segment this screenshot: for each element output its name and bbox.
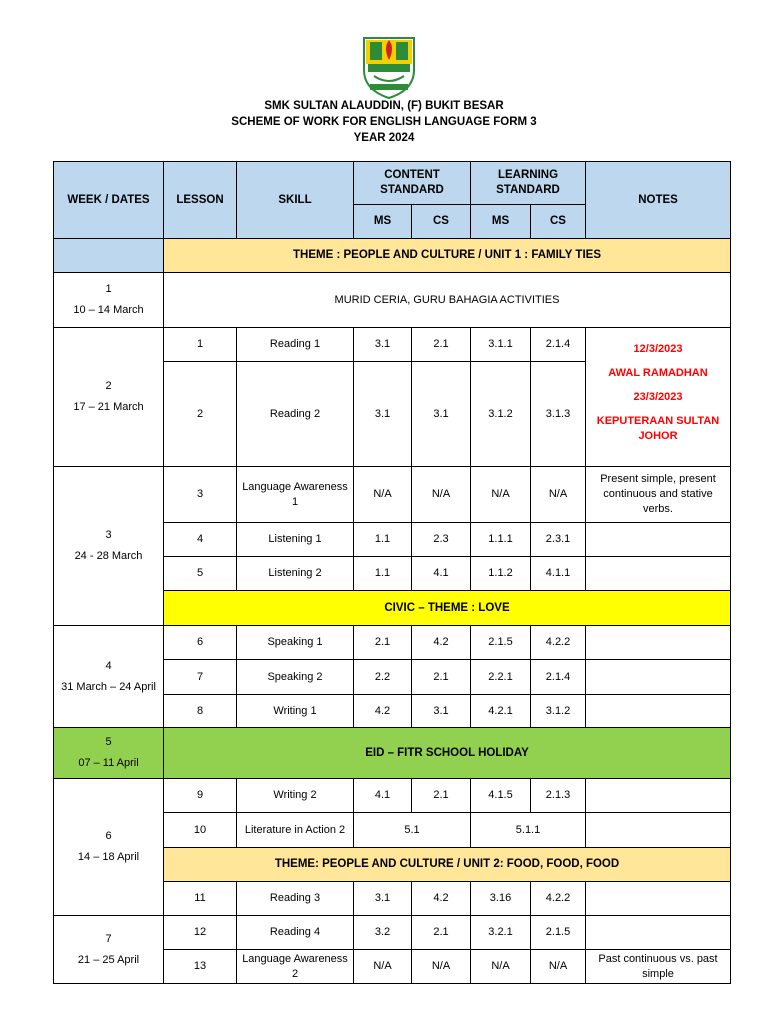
content-ms-cell: 1.1 [354,523,412,557]
school-logo [360,34,418,100]
learning-ms-cell: 2.1.5 [471,626,531,660]
lesson-number: 1 [164,328,237,362]
content-ms-cell: 3.2 [354,916,412,950]
learning-cs-cell: 2.1.4 [531,328,586,362]
content-ms-cell: 4.1 [354,779,412,813]
week-cell [54,328,164,467]
week-dates-header: WEEK / DATES [54,162,164,239]
week-dates: 10 – 14 March [73,304,144,316]
note-awal-ramadhan: AWAL RAMADHAN [608,366,708,379]
notes-cell [586,557,731,591]
content-ms-cell: 3.1 [354,328,412,362]
skill-cell: Reading 4 [237,916,354,950]
content-ms-cell: N/A [354,950,412,984]
week-dates: 14 – 18 April [77,851,140,863]
document-year: YEAR 2024 [353,132,415,144]
learning-ms-cell: 1.1.1 [471,523,531,557]
notes-cell [586,523,731,557]
notes-cell [586,813,731,848]
learning-ms-cell: N/A [471,467,531,523]
content-ms-cell: 2.1 [354,626,412,660]
learning-cs-cell: 2.1.3 [531,779,586,813]
learning-cs-header: CS [531,205,586,239]
content-cs-cell: 2.1 [412,916,471,950]
document-title: SCHEME OF WORK FOR ENGLISH LANGUAGE FORM 3 [231,116,537,128]
content-ms-cell: N/A [354,467,412,523]
learning-cs-cell: 4.2.2 [531,882,586,916]
notes-cell [586,626,731,660]
lesson-number: 9 [164,779,237,813]
notes-cell [586,882,731,916]
notes-cell [586,779,731,813]
learning-cs-cell: 3.1.3 [531,362,586,467]
school-name: SMK SULTAN ALAUDDIN, (F) BUKIT BESAR [264,100,504,112]
notes-cell: Present simple, present continuous and stative verbs. [586,467,731,523]
content-cs-cell: 4.1 [412,557,471,591]
week-dates: 24 - 28 March [74,550,143,562]
content-cs-cell: 2.1 [412,328,471,362]
learning-ms-cell: 3.1.1 [471,328,531,362]
skill-cell: Speaking 2 [237,660,354,695]
skill-cell: Language Awareness 2 [237,950,354,984]
week-cell [54,779,164,916]
learning-ms-cell: N/A [471,950,531,984]
week-number: 4 [105,659,112,672]
notes-cell [586,695,731,728]
content-cs-cell: 2.3 [412,523,471,557]
note-date-2: 23/3/2023 [633,390,683,403]
scheme-of-work-table [53,161,731,984]
week-number: 1 [105,283,112,295]
week-cell [54,916,164,984]
lesson-number: 6 [164,626,237,660]
learning-cs-cell: N/A [531,950,586,984]
week-cell [54,467,164,626]
lesson-number: 12 [164,916,237,950]
learning-cs-cell: 2.1.5 [531,916,586,950]
content-cs-cell: 4.2 [412,626,471,660]
content-ms-cell: 3.1 [354,882,412,916]
content-cs-cell: N/A [412,467,471,523]
week-dates: 21 – 25 April [77,953,140,966]
lesson-number: 5 [164,557,237,591]
skill-cell: Listening 2 [237,557,354,591]
skill-cell: Speaking 1 [237,626,354,660]
holiday-row: EID – FITR SCHOOL HOLIDAY [164,728,731,779]
skill-cell: Reading 2 [237,362,354,467]
week-cell [54,626,164,728]
skill-cell: Writing 2 [237,779,354,813]
content-cs-cell: N/A [412,950,471,984]
skill-cell: Language Awareness 1 [237,467,354,523]
content-cs-cell: 2.1 [412,660,471,695]
week-dates: 17 – 21 March [73,401,144,413]
note-keputeraan: KEPUTERAAN SULTAN JOHOR [596,414,720,442]
notes-cell [586,660,731,695]
learning-ms-cell: 3.2.1 [471,916,531,950]
week-number: 2 [105,380,112,392]
learning-ms-cell: 2.2.1 [471,660,531,695]
week-cell [54,728,164,779]
content-cs-cell: 2.1 [412,779,471,813]
content-ms-cell: 1.1 [354,557,412,591]
activity-row: MURID CERIA, GURU BAHAGIA ACTIVITIES [164,273,731,328]
learning-cs-cell: 4.1.1 [531,557,586,591]
lesson-number: 4 [164,523,237,557]
content-cs-cell: 4.2 [412,882,471,916]
learning-cs-cell: 2.3.1 [531,523,586,557]
learning-ms-cell: 1.1.2 [471,557,531,591]
lesson-header: LESSON [164,162,237,239]
skill-cell: Reading 1 [237,328,354,362]
learning-ms-cell: 3.1.2 [471,362,531,467]
learning-standard-header: LEARNING STANDARD [471,162,586,205]
lesson-number: 8 [164,695,237,728]
learning-ms-cell: 4.1.5 [471,779,531,813]
learning-ms-cell: 4.2.1 [471,695,531,728]
notes-header: NOTES [586,162,731,239]
notes-cell: Past continuous vs. past simple [586,950,731,984]
learning-standard-merged-cell: 5.1.1 [471,813,586,848]
lesson-number: 10 [164,813,237,848]
learning-cs-cell: N/A [531,467,586,523]
theme-row-unit1: THEME : PEOPLE AND CULTURE / UNIT 1 : FAMILY TIES [164,239,731,273]
content-ms-cell: 4.2 [354,695,412,728]
learning-ms-cell: 3.16 [471,882,531,916]
lesson-number: 3 [164,467,237,523]
week-number: 5 [105,736,112,748]
theme-row-civic: CIVIC – THEME : LOVE [164,591,731,626]
week-dates: 07 – 11 April [78,757,139,769]
content-ms-header: MS [354,205,412,239]
content-standard-merged-cell: 5.1 [354,813,471,848]
note-date-1: 12/3/2023 [633,342,683,355]
content-cs-cell: 3.1 [412,362,471,467]
theme-row-unit2: THEME: PEOPLE AND CULTURE / UNIT 2: FOOD, FOOD, FOOD [164,848,731,882]
week-number: 6 [105,830,112,842]
header-spacer-cell [54,239,164,273]
lesson-number: 11 [164,882,237,916]
skill-cell: Listening 1 [237,523,354,557]
learning-cs-cell: 4.2.2 [531,626,586,660]
skill-cell: Reading 3 [237,882,354,916]
document-header [0,98,768,146]
skill-cell: Literature in Action 2 [237,813,354,848]
lesson-number: 13 [164,950,237,984]
week-number: 7 [105,932,112,945]
skill-cell: Writing 1 [237,695,354,728]
content-standard-header: CONTENT STANDARD [354,162,471,205]
lesson-number: 2 [164,362,237,467]
content-ms-cell: 3.1 [354,362,412,467]
learning-ms-header: MS [471,205,531,239]
notes-cell-holidays [586,328,731,467]
notes-cell [586,916,731,950]
content-cs-header: CS [412,205,471,239]
week-cell [54,273,164,328]
content-ms-cell: 2.2 [354,660,412,695]
week-number: 3 [105,529,112,541]
learning-cs-cell: 2.1.4 [531,660,586,695]
lesson-number: 7 [164,660,237,695]
skill-header: SKILL [237,162,354,239]
content-cs-cell: 3.1 [412,695,471,728]
week-dates: 31 March – 24 April [61,680,156,693]
learning-cs-cell: 3.1.2 [531,695,586,728]
